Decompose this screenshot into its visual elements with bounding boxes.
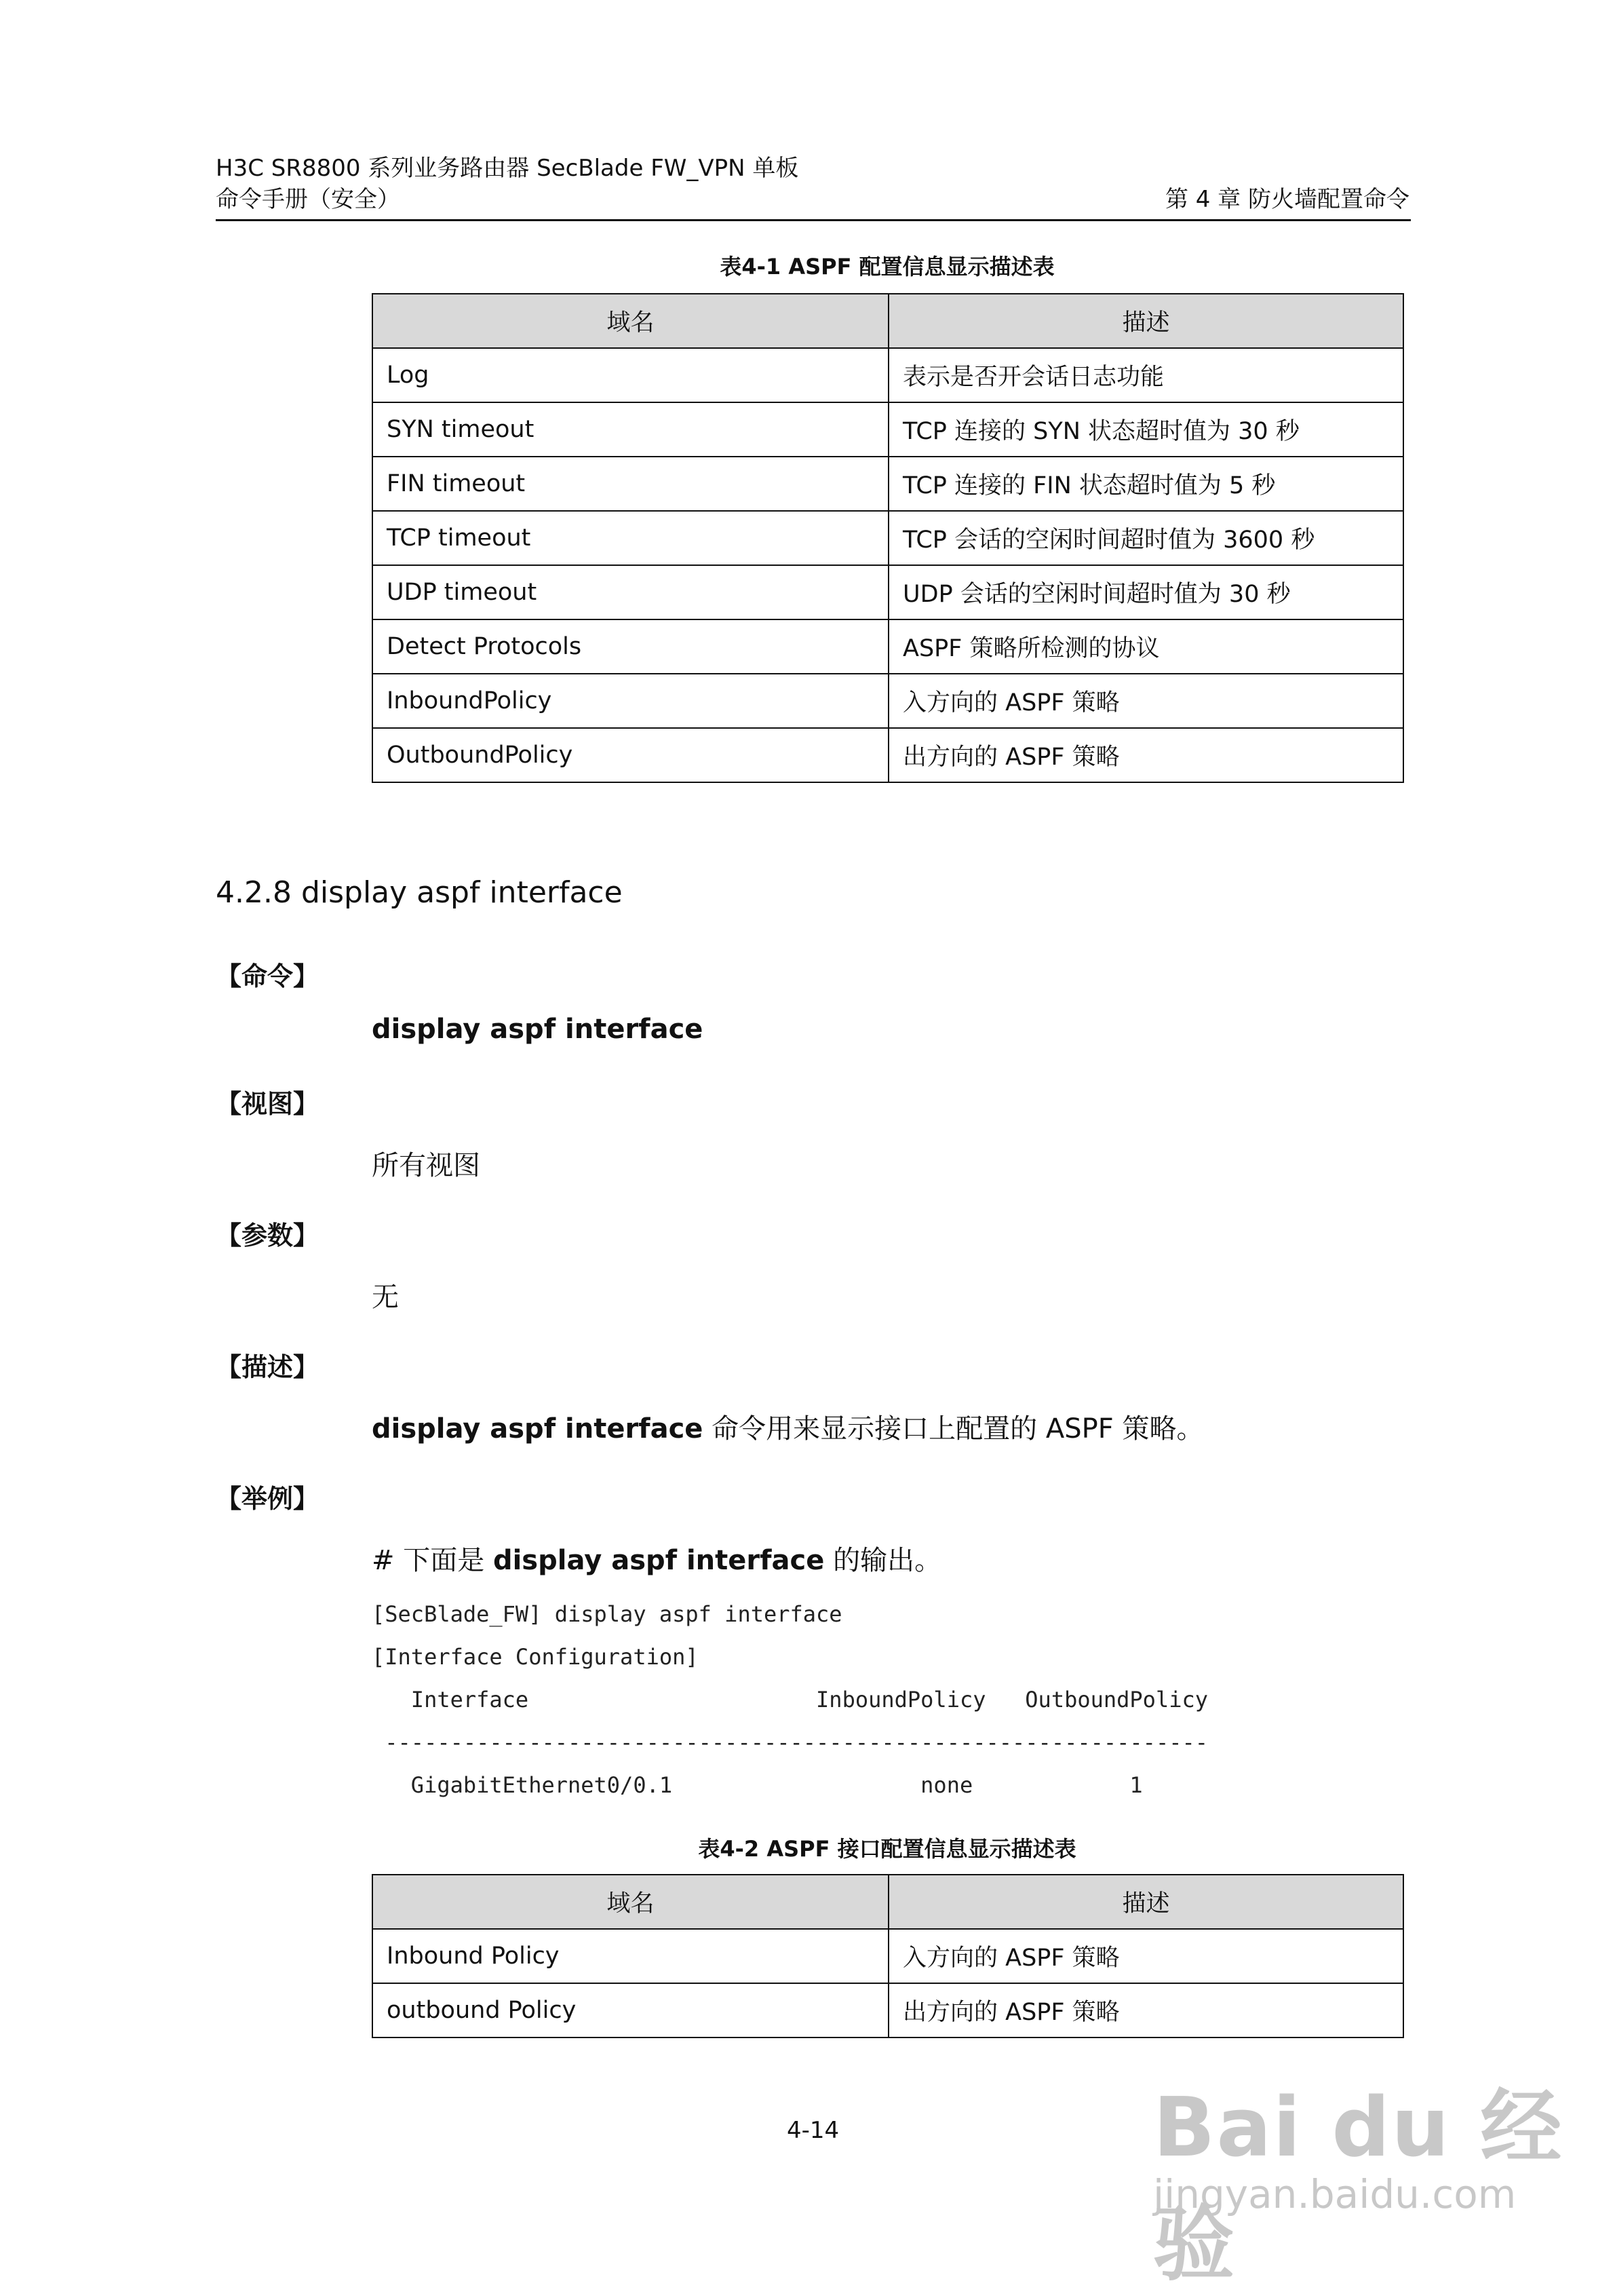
table1-header-row xyxy=(372,294,1403,348)
field-desc: ASPF 策略所检测的协议 xyxy=(889,619,1403,674)
header-chapter: 第 4 章 防火墙配置命令 xyxy=(1165,186,1409,213)
table1-col1-header: 域名 xyxy=(372,294,889,348)
view-label: 【视图】 xyxy=(216,1089,319,1119)
header-title: H3C SR8800 系列业务路由器 SecBlade FW_VPN 单板 xyxy=(216,155,799,182)
field-desc: TCP 连接的 FIN 状态超时值为 5 秒 xyxy=(889,457,1403,511)
field-name: FIN timeout xyxy=(372,457,889,511)
table1 xyxy=(372,293,1404,783)
field-desc: 出方向的 ASPF 策略 xyxy=(889,1983,1403,2037)
baidu-watermark-logo: Bai du 经验 xyxy=(1153,2081,1563,2292)
field-name: OutboundPolicy xyxy=(372,728,889,782)
command-label: 【命令】 xyxy=(216,961,319,991)
field-desc: 入方向的 ASPF 策略 xyxy=(889,1929,1403,1983)
field-name: Detect Protocols xyxy=(372,619,889,674)
param-label: 【参数】 xyxy=(216,1221,319,1250)
field-desc: 表示是否开会话日志功能 xyxy=(889,348,1403,402)
example-label: 【举例】 xyxy=(216,1484,319,1514)
header-rule xyxy=(216,219,1411,221)
field-name: outbound Policy xyxy=(372,1983,889,2037)
page-number: 4-14 xyxy=(787,2117,840,2144)
field-desc: UDP 会话的空闲时间超时值为 30 秒 xyxy=(889,565,1403,619)
command-text: display aspf interface xyxy=(372,1014,703,1045)
table2-col2-header: 描述 xyxy=(889,1875,1403,1929)
table-row xyxy=(372,457,1403,511)
field-name: Log xyxy=(372,348,889,402)
field-desc: 入方向的 ASPF 策略 xyxy=(889,674,1403,728)
desc-rest: 命令用来显示接口上配置的 ASPF 策略。 xyxy=(703,1413,1204,1444)
table2-header-row xyxy=(372,1875,1403,1929)
baidu-watermark-url: jingyan.baidu.com xyxy=(1153,2171,1517,2217)
table-row xyxy=(372,1929,1403,1983)
table2-col1-header: 域名 xyxy=(372,1875,889,1929)
table-row xyxy=(372,402,1403,457)
code-line: [Interface Configuration] xyxy=(372,1644,699,1670)
table-row xyxy=(372,511,1403,565)
table-row xyxy=(372,728,1403,782)
example-command: display aspf interface xyxy=(492,1545,825,1576)
table-row xyxy=(372,619,1403,674)
example-post: 的输出。 xyxy=(824,1545,942,1576)
code-line: GigabitEthernet0/0.1 none 1 xyxy=(372,1772,1143,1798)
table-row xyxy=(372,674,1403,728)
field-name: InboundPolicy xyxy=(372,674,889,728)
desc-command: display aspf interface xyxy=(372,1413,703,1444)
table1-caption: 表4-1 ASPF 配置信息显示描述表 xyxy=(720,254,1055,280)
field-desc: TCP 连接的 SYN 状态超时值为 30 秒 xyxy=(889,402,1403,457)
field-name: Inbound Policy xyxy=(372,1929,889,1983)
table-row xyxy=(372,565,1403,619)
view-text: 所有视图 xyxy=(372,1150,480,1181)
table-row xyxy=(372,1983,1403,2037)
field-name: UDP timeout xyxy=(372,565,889,619)
param-text: 无 xyxy=(372,1282,399,1313)
desc-text xyxy=(372,1407,1203,1446)
field-name: TCP timeout xyxy=(372,511,889,565)
table2-caption: 表4-2 ASPF 接口配置信息显示描述表 xyxy=(698,1836,1076,1862)
section-title: 4.2.8 display aspf interface xyxy=(216,875,623,910)
field-name: SYN timeout xyxy=(372,402,889,457)
table2 xyxy=(372,1874,1404,2038)
code-line: --------------------------------------------------------------- xyxy=(372,1729,1208,1755)
table1-col2-header: 描述 xyxy=(889,294,1403,348)
code-line: [SecBlade_FW] display aspf interface xyxy=(372,1601,842,1627)
example-intro xyxy=(372,1539,941,1577)
field-desc: 出方向的 ASPF 策略 xyxy=(889,728,1403,782)
desc-label: 【描述】 xyxy=(216,1352,319,1382)
example-pre: # 下面是 xyxy=(372,1545,493,1576)
table-row xyxy=(372,348,1403,402)
code-line: Interface InboundPolicy OutboundPolicy xyxy=(372,1687,1208,1713)
field-desc: TCP 会话的空闲时间超时值为 3600 秒 xyxy=(889,511,1403,565)
header-subtitle: 命令手册（安全） xyxy=(216,186,400,213)
